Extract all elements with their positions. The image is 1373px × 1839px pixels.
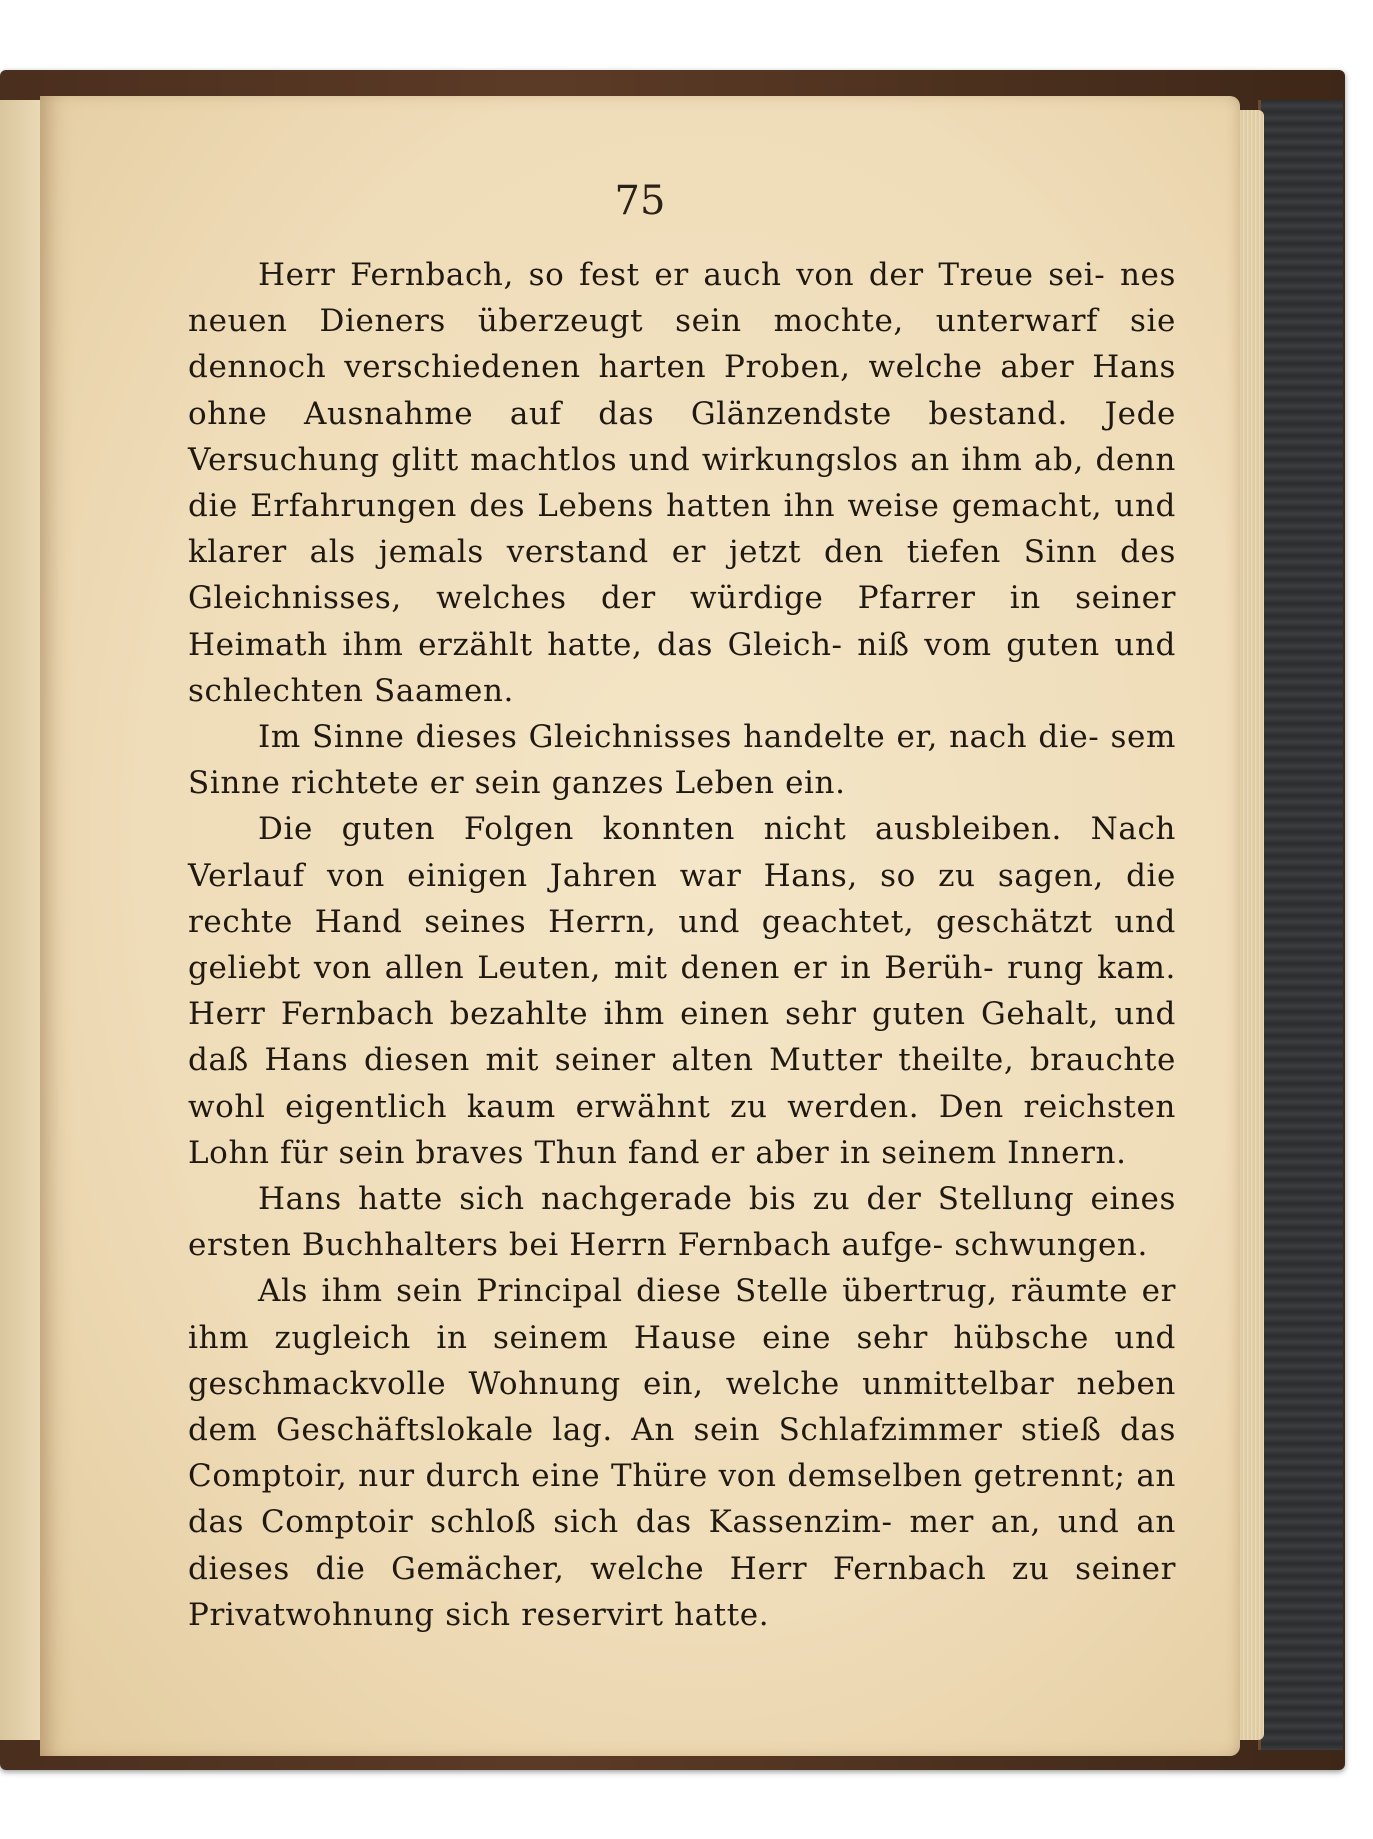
paragraph-4: Hans hatte sich nachgerade bis zu der Stellung eines ersten Buchhalters bei Herrn Fernbach aufge- schwungen. xyxy=(188,1181,1176,1264)
book-spine xyxy=(1258,100,1343,1750)
paragraph-3: Die guten Folgen konnten nicht ausbleiben. Nach Verlauf von einigen Jahren war Hans, so zu sagen, die rechte Hand seines Herrn, und geachtet, geschätzt und geliebt von allen Leuten, mit denen er in Berüh- rung kam. Herr Fernbach bezahlte ihm einen sehr guten Gehalt, und daß Hans diesen mit seiner alten Mutter theilte, brauchte wohl eigentlich kaum erwähnt zu werden. Den reichsten Lohn für sein braves Thun fand er aber in seinem Innern. xyxy=(188,811,1176,1171)
book-page xyxy=(40,96,1240,1756)
paragraph-2: Im Sinne dieses Gleichnisses handelte er, nach die- sem Sinne richtete er sein ganzes Leben ein. xyxy=(188,719,1176,802)
page-text xyxy=(188,252,1176,1638)
page-number: 75 xyxy=(614,178,666,224)
paragraph-1: Herr Fernbach, so fest er auch von der Treue sei- nes neuen Dieners überzeugt sein mochte, unterwarf sie dennoch verschiedenen harten Proben, welche aber Hans ohne Ausnahme auf das Glänzendste bestand. Jede Versuchung glitt machtlos und wirkungslos an ihm ab, denn die Erfahrungen des Lebens hatten ihn weise gemacht, und klarer als jemals verstand er jetzt den tiefen Sinn des Gleichnisses, welches der würdige Pfarrer in seiner Heimath ihm erzählt hatte, das Gleich- niß vom guten und schlechten Saamen. xyxy=(188,257,1176,709)
paragraph-5: Als ihm sein Principal diese Stelle übertrug, räumte er ihm zugleich in seinem Hause eine sehr hübsche und geschmackvolle Wohnung ein, welche unmittelbar neben dem Geschäftslokale lag. An sein Schlafzimmer stieß das Comptoir, nur durch eine Thüre von demselben getrennt; an das Comptoir schloß sich das Kassenzim- mer an, und an dieses die Gemächer, welche Herr Fernbach zu seiner Privatwohnung sich reservirt hatte. xyxy=(188,1273,1176,1633)
left-page-edge xyxy=(0,100,40,1740)
